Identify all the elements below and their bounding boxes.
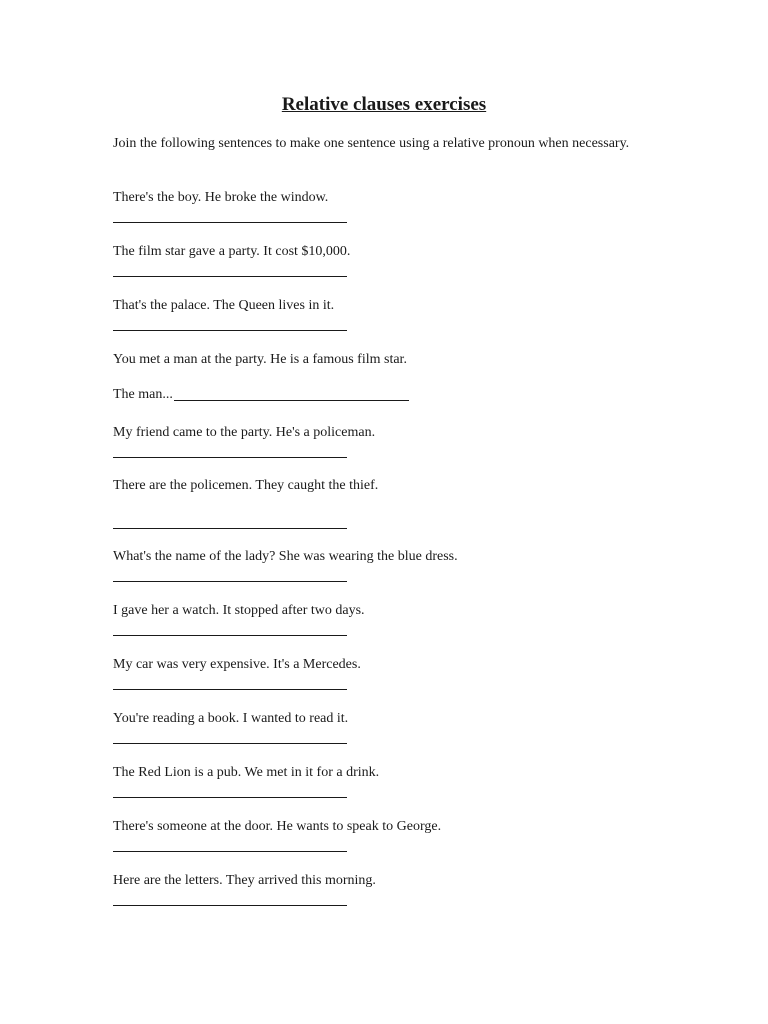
- answer-line[interactable]: [113, 689, 347, 690]
- exercise-sentence: There's someone at the door. He wants to speak to George.: [113, 819, 442, 834]
- exercise-sentence: Here are the letters. They arrived this morning.: [113, 873, 376, 888]
- answer-line[interactable]: [113, 222, 347, 223]
- answer-line[interactable]: [113, 743, 347, 744]
- answer-prefix-row: [113, 386, 409, 404]
- answer-line[interactable]: [113, 528, 347, 529]
- exercise-sentence: My friend came to the party. He's a policeman.: [113, 425, 376, 440]
- exercise-sentence: The Red Lion is a pub. We met in it for a drink.: [113, 765, 380, 780]
- exercise-sentence: The film star gave a party. It cost $10,000.: [113, 244, 351, 259]
- answer-line[interactable]: [113, 581, 347, 582]
- answer-line[interactable]: [174, 400, 409, 401]
- worksheet-title: Relative clauses exercises: [281, 94, 487, 115]
- exercise-sentence: What's the name of the lady? She was wearing the blue dress.: [113, 549, 458, 564]
- answer-line[interactable]: [113, 330, 347, 331]
- exercise-sentence: I gave her a watch. It stopped after two days.: [113, 603, 365, 618]
- exercise-sentence: There are the policemen. They caught the thief.: [113, 478, 379, 493]
- exercise-sentence: That's the palace. The Queen lives in it.: [113, 298, 335, 313]
- answer-line[interactable]: [113, 276, 347, 277]
- answer-line[interactable]: [113, 635, 347, 636]
- exercise-sentence: My car was very expensive. It's a Mercedes.: [113, 657, 361, 672]
- exercise-sentence: You met a man at the party. He is a famous film star.: [113, 352, 407, 367]
- exercise-sentence: You're reading a book. I wanted to read it.: [113, 711, 349, 726]
- answer-prefix: The man...: [113, 387, 173, 402]
- answer-line[interactable]: [113, 905, 347, 906]
- instructions-text: Join the following sentences to make one sentence using a relative pronoun when necessary.: [113, 136, 630, 151]
- exercise-sentence: There's the boy. He broke the window.: [113, 190, 329, 205]
- answer-line[interactable]: [113, 797, 347, 798]
- answer-line[interactable]: [113, 457, 347, 458]
- answer-line[interactable]: [113, 851, 347, 852]
